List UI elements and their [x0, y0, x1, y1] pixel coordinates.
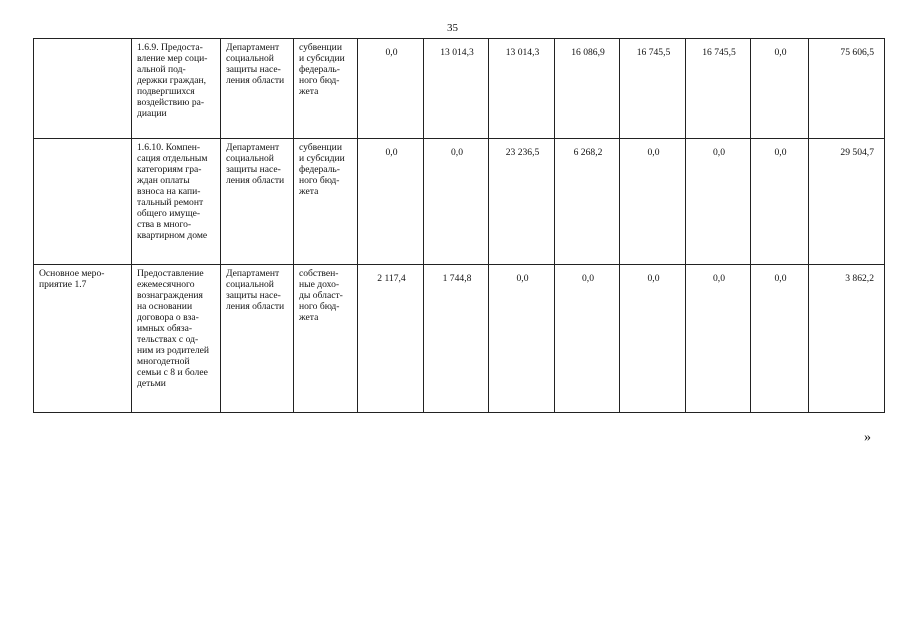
table-row — [34, 265, 885, 413]
value-cell: 6 268,2 — [555, 139, 620, 265]
value-cell: 0,0 — [751, 139, 809, 265]
measure-name-cell: Предоставление ежемесячного вознаграждения на основании договора о вза- имных обяза- тельствах с од- ним из родителей многодетной семьи с 8 и более детьми — [132, 265, 221, 413]
executor-cell: Департамент социальной защиты насе- ления области — [221, 39, 294, 139]
value-cell: 0,0 — [620, 265, 686, 413]
executor-cell: Департамент социальной защиты насе- ления области — [221, 265, 294, 413]
measure-name-cell: 1.6.10. Компен- сация отдельным категориям гра- ждан оплаты взноса на капи- тальный ремонт общего имуще- ства в много- квартирном доме — [132, 139, 221, 265]
closing-quote-mark: » — [864, 430, 871, 445]
event-cell — [34, 139, 132, 265]
value-cell: 13 014,3 — [424, 39, 489, 139]
funding-source-cell: собствен- ные дохо- ды област- ного бюд- жета — [294, 265, 358, 413]
funding-source-cell: субвенции и субсидии федераль- ного бюд- жета — [294, 139, 358, 265]
measure-name-cell: 1.6.9. Предоста- вление мер соци- альной под- держки граждан, подвергшихся воздействию ра- диации — [132, 39, 221, 139]
event-cell — [34, 39, 132, 139]
value-cell: 16 745,5 — [686, 39, 751, 139]
value-cell: 0,0 — [424, 139, 489, 265]
value-cell: 0,0 — [620, 139, 686, 265]
value-cell: 0,0 — [686, 139, 751, 265]
value-cell: 2 117,4 — [358, 265, 424, 413]
total-cell: 3 862,2 — [809, 265, 885, 413]
funding-source-cell: субвенции и субсидии федераль- ного бюд- жета — [294, 39, 358, 139]
value-cell: 13 014,3 — [489, 39, 555, 139]
value-cell: 0,0 — [358, 139, 424, 265]
executor-cell: Департамент социальной защиты насе- ления области — [221, 139, 294, 265]
value-cell: 1 744,8 — [424, 265, 489, 413]
table-row — [34, 39, 885, 139]
table-row — [34, 139, 885, 265]
value-cell: 16 745,5 — [620, 39, 686, 139]
value-cell: 0,0 — [358, 39, 424, 139]
total-cell: 29 504,7 — [809, 139, 885, 265]
value-cell: 16 086,9 — [555, 39, 620, 139]
page-number: 35 — [447, 22, 458, 34]
value-cell: 0,0 — [489, 265, 555, 413]
event-cell: Основное меро- приятие 1.7 — [34, 265, 132, 413]
value-cell: 0,0 — [686, 265, 751, 413]
total-cell: 75 606,5 — [809, 39, 885, 139]
value-cell: 0,0 — [555, 265, 620, 413]
value-cell: 23 236,5 — [489, 139, 555, 265]
value-cell: 0,0 — [751, 39, 809, 139]
budget-table — [33, 38, 885, 413]
value-cell: 0,0 — [751, 265, 809, 413]
